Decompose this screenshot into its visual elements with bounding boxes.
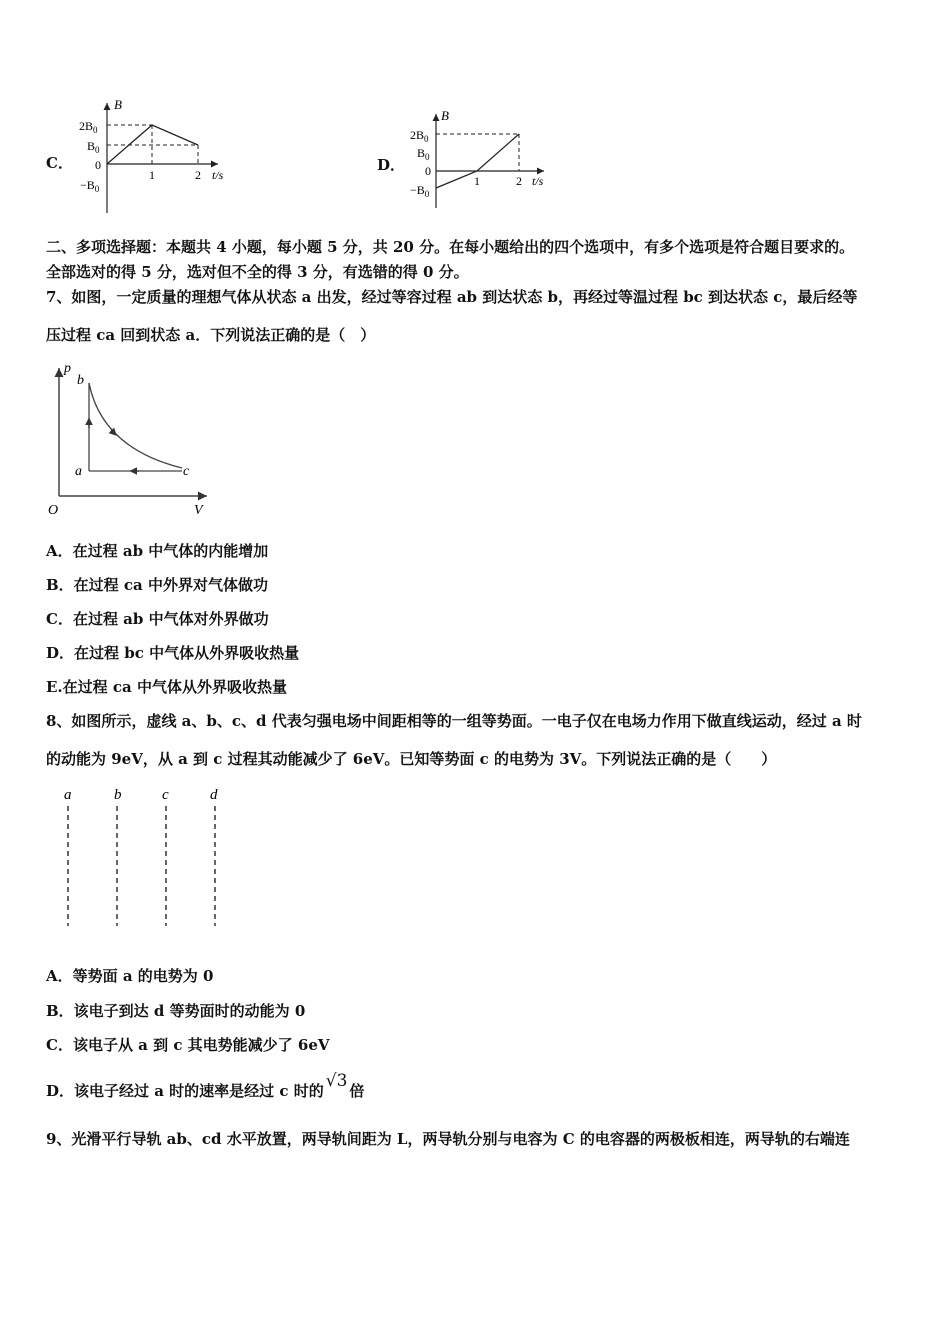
svg-text:B0: $B_0$ <box>87 139 100 155</box>
svg-text:2: 2 <box>516 174 522 188</box>
svg-text:c: c <box>162 787 169 803</box>
graph-option-d <box>404 108 564 218</box>
section-heading-line1: 二、多项选择题：本题共 4 小题，每小题 5 分，共 20 分。在每小题给出的四个选项中，有多个选项是符合题目要求的。 <box>46 238 855 256</box>
q7-option-d[interactable]: D．在过程 bc 中气体从外界吸收热量 <box>46 644 300 662</box>
svg-text:t/s: t/s <box>212 168 224 182</box>
svg-text:2: 2 <box>195 168 201 182</box>
svg-text:O: O <box>48 503 59 518</box>
q9-stem-line1: 9、光滑平行导轨 ab、cd 水平放置，两导轨间距为 L，两导轨分别与电容为 C 的电容器的两极板相连，两导轨的右端连 <box>46 1130 850 1148</box>
graph-option-c <box>70 95 240 220</box>
q8-option-d[interactable]: D．该电子经过 a 时的速率是经过 c 时的 √3 倍 <box>46 1071 365 1100</box>
q8-stem-line1: 8、如图所示，虚线 a、b、c、d 代表匀强电场中间距相等的一组等势面。一电子仅在电场力作用下做直线运动，经过 a 时 <box>46 712 862 730</box>
q8-equipotential-diagram <box>55 782 235 932</box>
q7-option-b[interactable]: B．在过程 ca 中外界对气体做功 <box>46 576 268 594</box>
q8-option-a[interactable]: A．等势面 a 的电势为 0 <box>46 967 214 985</box>
svg-text:p: p <box>64 361 71 376</box>
q7-stem-line1: 7、如图，一定质量的理想气体从状态 a 出发，经过等容过程 ab 到达状态 b，再经过等温过程 bc 到达状态 c，最后经等 <box>46 288 858 306</box>
svg-text:V: V <box>194 503 203 518</box>
svg-text:B0: $B_0$ <box>417 146 430 162</box>
process-bc <box>89 383 182 468</box>
section-heading-line2: 全部选对的得 5 分，选对但不全的得 3 分，有选错的得 0 分。 <box>46 263 469 281</box>
option-c-label: C． <box>46 154 73 172</box>
sqrt3-radical: √3 <box>325 1071 348 1091</box>
svg-text:a: a <box>75 464 82 479</box>
svg-text:0: 0 <box>425 164 431 178</box>
q8-option-b[interactable]: B．该电子到达 d 等势面时的动能为 0 <box>46 1002 306 1020</box>
svg-text:d: d <box>210 787 218 803</box>
svg-text:b: b <box>77 373 84 388</box>
option-d-label: D． <box>377 156 406 174</box>
axis-label-b: B <box>441 108 449 123</box>
svg-text:−B0: $-B_0$ <box>410 183 430 199</box>
svg-text:1: 1 <box>474 174 480 188</box>
q7-option-c[interactable]: C．在过程 ab 中气体对外界做功 <box>46 610 269 628</box>
svg-text:2B0: $2B_0$ <box>79 119 98 135</box>
svg-text:c: c <box>183 464 190 479</box>
q8-stem-line2: 的动能为 9eV，从 a 到 c 过程其动能减少了 6eV。已知等势面 c 的电势为 3V。下列说法正确的是（ ） <box>46 750 777 768</box>
svg-text:2B0: $2B_0$ <box>410 128 429 144</box>
svg-text:−B0: $-B_0$ <box>80 178 100 194</box>
svg-text:b: b <box>114 787 122 803</box>
q8-option-c[interactable]: C．该电子从 a 到 c 其电势能减少了 6eV <box>46 1036 330 1054</box>
q7-option-a[interactable]: A．在过程 ab 中气体的内能增加 <box>46 542 269 560</box>
svg-text:0: 0 <box>95 158 101 172</box>
q7-option-e[interactable]: E.在过程 ca 中气体从外界吸收热量 <box>46 678 287 696</box>
svg-text:1: 1 <box>149 168 155 182</box>
axis-label-b: B <box>114 97 122 112</box>
q7-pv-diagram <box>42 358 222 523</box>
svg-text:a: a <box>64 787 72 803</box>
svg-text:t/s: t/s <box>532 174 544 188</box>
q7-stem-line2: 压过程 ca 回到状态 a．下列说法正确的是（ ） <box>46 326 376 344</box>
